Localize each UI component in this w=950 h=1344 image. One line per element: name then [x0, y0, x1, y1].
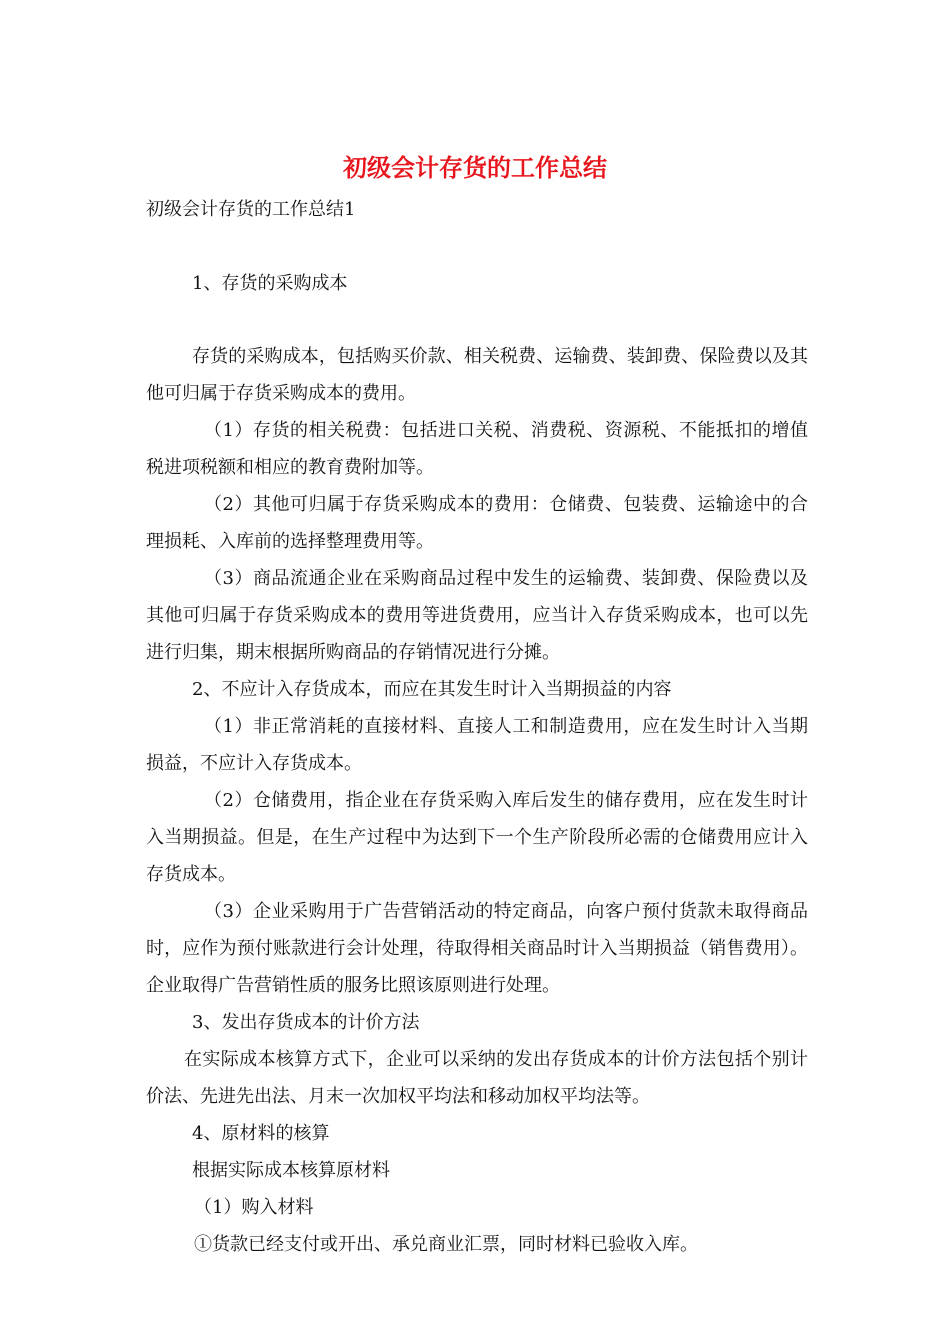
document-body	[146, 265, 808, 1263]
section-heading: 3、发出存货成本的计价方法	[192, 1012, 420, 1033]
paragraph: （3）商品流通企业在采购商品过程中发生的运输费、装卸费、保险费以及其他可归属于存货采购成本的费用等进货费用，应当计入存货采购成本，也可以先进行归集，期末根据所购商品的存销情况进行分摊。	[146, 568, 808, 663]
paragraph: 在实际成本核算方式下，企业可以采纳的发出存货成本的计价方法包括个别计价法、先进先出法、月末一次加权平均法和移动加权平均法等。	[146, 1049, 808, 1107]
paragraph: （2）其他可归属于存货采购成本的费用：仓储费、包装费、运输途中的合理损耗、入库前的选择整理费用等。	[146, 494, 808, 552]
paragraph: （1）购入材料	[194, 1197, 314, 1218]
paragraph: 根据实际成本核算原材料	[192, 1160, 390, 1181]
paragraph: （3）企业采购用于广告营销活动的特定商品，向客户预付货款未取得商品时，应作为预付账款进行会计处理，待取得相关商品时计入当期损益（销售费用）。企业取得广告营销性质的服务比照该原则进行处理。	[146, 901, 808, 996]
section-heading: 2、不应计入存货成本，而应在其发生时计入当期损益的内容	[192, 679, 672, 700]
paragraph: （1）非正常消耗的直接材料、直接人工和制造费用，应在发生时计入当期损益，不应计入存货成本。	[146, 716, 808, 774]
section-heading: 4、原材料的核算	[192, 1123, 330, 1144]
document-subtitle: 初级会计存货的工作总结1	[146, 199, 356, 220]
paragraph: （1）存货的相关税费：包括进口关税、消费税、资源税、不能抵扣的增值税进项税额和相应的教育费附加等。	[146, 420, 808, 478]
paragraph: ①货款已经支付或开出、承兑商业汇票，同时材料已验收入库。	[194, 1234, 698, 1255]
section-heading: 1、存货的采购成本	[192, 273, 348, 294]
document-title: 初级会计存货的工作总结	[343, 153, 607, 182]
paragraph: 存货的采购成本，包括购买价款、相关税费、运输费、装卸费、保险费以及其他可归属于存货采购成本的费用。	[146, 346, 808, 404]
paragraph: （2）仓储费用，指企业在存货采购入库后发生的储存费用，应在发生时计入当期损益。但是，在生产过程中为达到下一个生产阶段所必需的仓储费用应计入存货成本。	[146, 790, 808, 885]
